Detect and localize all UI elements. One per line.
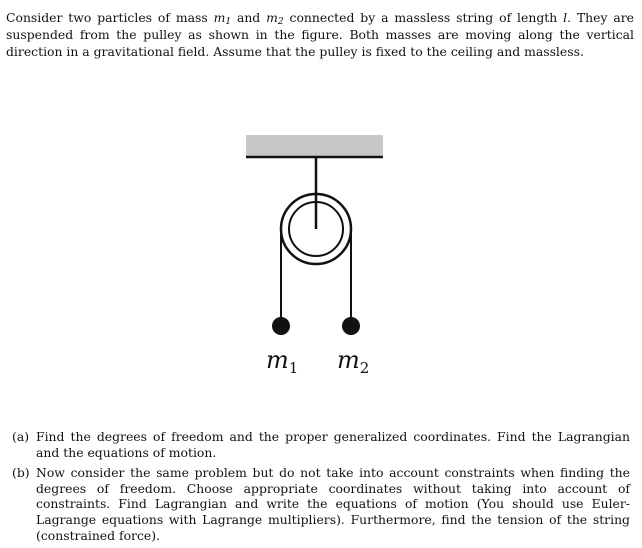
pulley-diagram [236,130,396,350]
mass-1-ball [272,317,290,335]
problem-statement [6,9,634,60]
mass-2-label: $m_2$ [337,346,370,377]
mass-2-symbol: $m_2$ [266,10,284,27]
question-b-text: Now consider the same problem but do not take into account constraints when finding the degrees of freedom. Choose appropriate coordinates without taking into account of constraints. Find Lagrangian and write the equations of motion (You should use Euler-Lagrange equations with Lagrange multipliers). Furthermore, find the tension of the string (constrained force). [36,465,630,543]
intro-text-3: connected by a massless string of length [283,10,564,25]
question-b [12,465,630,543]
question-list [12,429,630,548]
question-a-tag: (a) [12,429,30,444]
length-symbol: l [563,10,568,25]
mass-2-ball [342,317,360,335]
mass-1-label: $m_1$ [266,346,299,377]
ceiling [246,135,383,157]
question-b-tag: (b) [12,465,30,481]
mass-1-symbol: $m_1$ [213,10,232,27]
pulley-figure [236,130,396,390]
intro-text-1: Consider two particles of mass [6,10,214,25]
question-a [12,429,630,460]
intro-text-2: and [231,10,267,25]
problem-paragraph [6,9,634,60]
intro-text-4: . They are suspended from the pulley as shown in the figure. Both masses are moving along the vertical direction in a gravitational field. Assume that the pulley is fixed to the ceiling and massless. [6,10,635,59]
question-a-text: Find the degrees of freedom and the proper generalized coordinates. Find the Lagrangian and the equations of motion. [36,429,630,460]
